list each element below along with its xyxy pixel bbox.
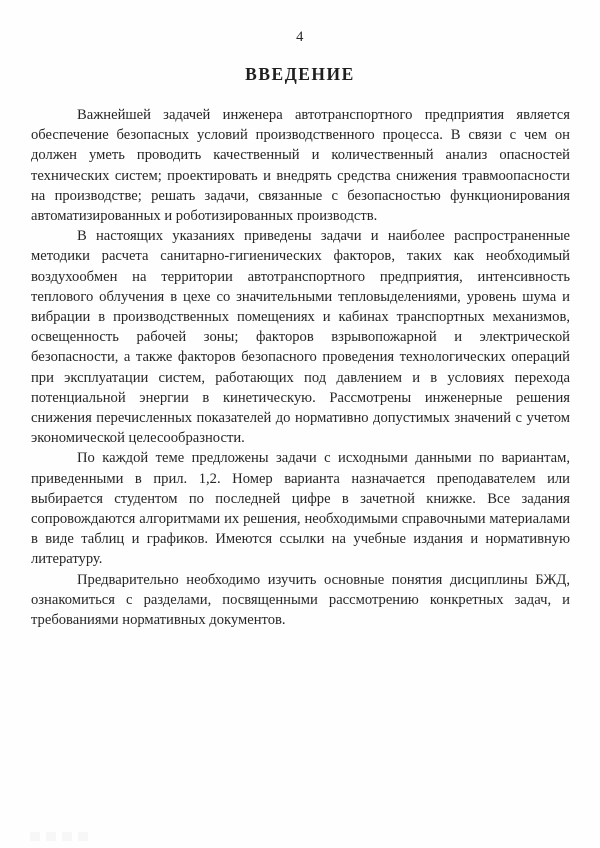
scan-artifact <box>30 832 90 841</box>
paragraph: Предварительно необходимо изучить основные понятия дисциплины БЖД, ознакомиться с разделами, посвященными рассмотрению конкретных задач, и требованиями нормативных документов. <box>31 571 570 629</box>
paragraph: В настоящих указаниях приведены задачи и наиболее распространенные методики расчета санитарно-гигиенических факторов, таких как необходимый воздухообмен на территории автотранспортного предприятия, интенсивность теплового облучения в цехе со значительными тепловыделениями, уровень шума и вибрации в производственных помещениях и кабинах транспортных механизмов, освещенность рабочей зоны; факторов взрывопожарной и электрической безопасности, а также факторов безопасного проведения технологических операций при эксплуатации систем, работающих под давлением и в условиях перехода потенциальной энергии в кинетическую. Рассмотрены инженерные решения снижения перечисленных показателей до нормативно допустимых значений с учетом экономической целесообразности. <box>31 228 570 447</box>
paragraph: Важнейшей задачей инженера автотранспортного предприятия является обеспечение безопасных условий производственного процесса. В связи с чем он должен уметь проводить качественный и количественный анализ опасностей технических систем; проектировать и внедрять средства снижения травмоопасности на производстве; решать задачи, связанные с безопасностью функционирования автоматизированных и роботизированных производств. <box>31 107 570 225</box>
page-number: 4 <box>296 29 304 45</box>
document-body <box>31 105 570 630</box>
paragraph: По каждой теме предложены задачи с исходными данными по вариантам, приведенными в прил. 1,2. Номер варианта назначается преподавателем или выбирается студентом по последней цифре в зачетной книжке. Все задания сопровождаются алгоритмами их решения, необходимыми справочными материалами в виде таблиц и графиков. Имеются ссылки на учебные издания и нормативную литературу. <box>31 450 570 568</box>
section-heading: ВВЕДЕНИЕ <box>245 64 355 84</box>
